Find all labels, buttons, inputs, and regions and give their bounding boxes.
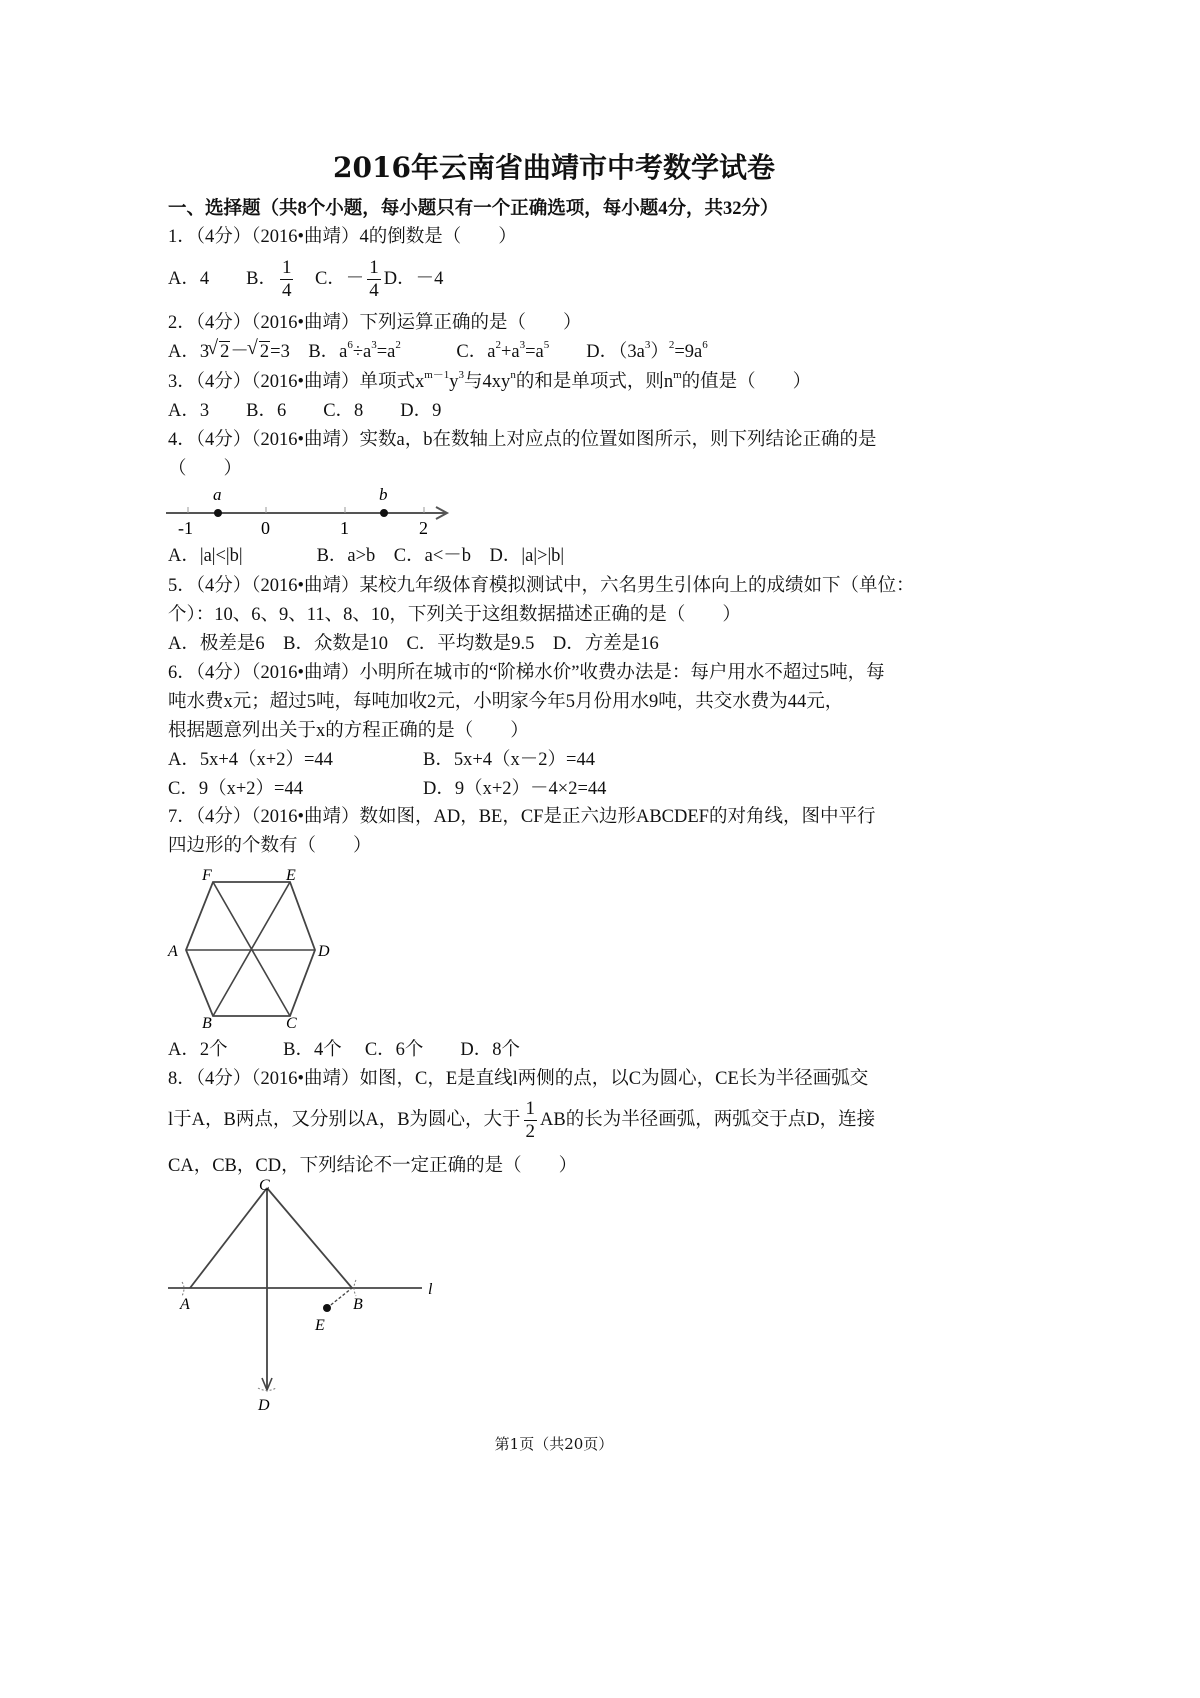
vertex-b: B: [202, 1015, 212, 1028]
numerator: 1: [281, 257, 292, 279]
superscript: 6: [347, 339, 353, 351]
text-segment: D．9（x+2）－4×2=44: [423, 779, 607, 799]
question-4-stem: [168, 427, 876, 453]
vertex-a: A: [168, 943, 178, 960]
fraction: [524, 1098, 538, 1143]
text-segment: 1．（4分）（2016•曲靖）4的倒数是（ ）: [168, 227, 517, 247]
page-title: 2016年云南省曲靖市中考数学试卷: [333, 151, 775, 184]
question-6-option-a: [168, 747, 333, 773]
question-5-stem: [168, 573, 914, 599]
page-footer: 第1页（共20页）: [494, 1435, 614, 1453]
numerator: 1: [525, 1098, 536, 1120]
construction-figure: [160, 1178, 450, 1418]
question-5-stem-cont: [168, 602, 741, 628]
tick-label: 0: [261, 518, 270, 538]
vertex-c: C: [286, 1015, 297, 1028]
segment-cb: [267, 1188, 352, 1288]
superscript: n: [510, 369, 516, 381]
text-segment: 一、选择题（共8个小题，每小题只有一个正确选项，每小题4分，共32分）: [168, 199, 779, 219]
question-4-stem-cont: [168, 456, 242, 482]
text-segment: =3 B．a: [270, 342, 348, 362]
text-segment: +a: [500, 342, 520, 362]
label-c: C: [259, 1178, 270, 1194]
text-segment: A．4 B．: [168, 269, 277, 289]
label-e: E: [315, 1317, 325, 1334]
text-segment: D．（3a: [549, 342, 645, 362]
text-segment: 4．（4分）（2016•曲靖）实数a，b在数轴上对应点的位置如图所示，则下列结论正确的是: [168, 430, 877, 450]
point-e: [323, 1304, 331, 1312]
question-2-stem: [168, 310, 581, 336]
text-segment: 的和是单项式，则n: [515, 372, 674, 392]
question-1-options: [168, 255, 443, 303]
text-segment: A．5x+4（x+2）=44: [168, 750, 333, 770]
label-a: a: [213, 485, 222, 504]
text-segment: C．9（x+2）=44: [168, 779, 303, 799]
question-6-option-d: [423, 776, 606, 802]
question-6-stem-cont: [168, 689, 843, 715]
tick-label: 2: [419, 518, 428, 538]
superscript: 3: [458, 369, 465, 381]
tick-label: 1: [340, 518, 349, 538]
question-3-options: [168, 398, 441, 424]
question-6-stem: [168, 660, 885, 686]
superscript: 2: [395, 339, 401, 351]
question-1-stem: [168, 224, 517, 250]
section-heading: [168, 196, 779, 222]
text-segment: l于A，B两点，又分别以A，B为圆心，大于: [168, 1110, 521, 1130]
text-segment: 7．（4分）（2016•曲靖）数如图，AD，BE，CF是正六边形ABCDEF的对角线，图中平行: [168, 807, 876, 827]
superscript: 3: [519, 339, 526, 351]
fraction: [367, 257, 381, 302]
text-segment: D．－4: [383, 269, 444, 289]
tick-label: -1: [178, 518, 193, 538]
label-d: D: [258, 1397, 270, 1414]
text-segment: CA，CB，CD，下列结论不一定正确的是（ ）: [168, 1156, 578, 1176]
text-segment: C．－: [296, 269, 365, 289]
square-root: √ 2: [219, 341, 230, 362]
text-segment: 3．（4分）（2016•曲靖）单项式x: [168, 372, 425, 392]
text-segment: 6．（4分）（2016•曲靖）小明所在城市的“阶梯水价”收费办法是：每户用水不超过5吨，每: [168, 663, 885, 683]
question-7-stem-cont: [168, 833, 372, 859]
denominator: 4: [369, 280, 379, 302]
number-line-figure: [160, 482, 460, 542]
superscript: 3: [371, 339, 377, 351]
question-4-options: [168, 543, 564, 569]
text-segment: 吨水费x元；超过5吨，每吨加收2元，小明家今年5月份用水9吨，共交水费为44元，: [168, 692, 844, 712]
hexagon-figure: [160, 868, 340, 1028]
text-segment: =9a: [674, 342, 703, 362]
text-segment: A．3: [168, 342, 210, 362]
question-8-stem: [168, 1066, 868, 1092]
question-6-option-c: [168, 776, 303, 802]
point-b: [380, 509, 388, 517]
text-segment: 与4xy: [464, 372, 511, 392]
text-segment: B．5x+4（x－2）=44: [423, 750, 595, 770]
segment-ca: [190, 1188, 267, 1288]
superscript: 3: [644, 339, 651, 351]
question-6-option-b: [423, 747, 595, 773]
text-segment: C．a: [400, 342, 496, 362]
superscript: m－1: [424, 369, 450, 381]
text-segment: A．2个 B．4个 C．6个 D．8个: [168, 1040, 521, 1060]
hexagon: [186, 882, 315, 1016]
superscript: m: [673, 369, 682, 381]
denominator: 4: [281, 280, 292, 302]
text-segment: 个）：10、6、9、11、8、10，下列关于这组数据描述正确的是（ ）: [168, 605, 741, 625]
label-b: b: [379, 485, 388, 504]
construction-arcs: [182, 1280, 356, 1391]
text-segment: 5．（4分）（2016•曲靖）某校九年级体育模拟测试中，六名男生引体向上的成绩如下（单位：: [168, 576, 915, 596]
denominator: 2: [525, 1121, 536, 1143]
label-l: l: [428, 1281, 433, 1298]
text-segment: ）: [650, 342, 669, 362]
square-root: √ 2: [259, 341, 270, 362]
vertex-d: D: [318, 943, 330, 960]
question-5-options: [168, 631, 659, 657]
label-a: A: [180, 1296, 190, 1313]
text-segment: A．|a|<|b| B．a>b C．a<－b D．|a|>|b|: [168, 546, 565, 566]
question-6-stem-cont: [168, 718, 529, 744]
text-segment: =a: [525, 342, 544, 362]
superscript: 5: [543, 339, 550, 351]
text-segment: ÷a: [352, 342, 372, 362]
text-segment: A．极差是6 B．众数是10 C．平均数是9.5 D．方差是16: [168, 634, 659, 654]
text-segment: =a: [376, 342, 396, 362]
numerator: 1: [369, 257, 379, 279]
question-8-stem-cont: [168, 1153, 577, 1179]
text-segment: 四边形的个数有（ ）: [168, 836, 372, 856]
text-segment: 根据题意列出关于x的方程正确的是（ ）: [168, 721, 529, 741]
segment-eb: [327, 1288, 352, 1308]
text-segment: －: [230, 342, 249, 362]
point-a: [214, 509, 222, 517]
question-2-options: [168, 339, 708, 365]
question-8-stem-cont: [168, 1096, 875, 1144]
superscript: 2: [668, 339, 675, 351]
superscript: 2: [495, 339, 501, 351]
text-segment: 2．（4分）（2016•曲靖）下列运算正确的是（ ）: [168, 313, 582, 333]
text-segment: （ ）: [168, 459, 243, 479]
superscript: 6: [702, 339, 708, 351]
text-segment: AB的长为半径画弧，两弧交于点D，连接: [540, 1110, 876, 1130]
text-segment: A．3 B．6 C．8 D．9: [168, 401, 442, 421]
text-segment: 的值是（ ）: [681, 372, 812, 392]
question-3-stem: [168, 369, 811, 395]
question-7-stem: [168, 804, 875, 830]
vertex-f: F: [202, 868, 212, 884]
vertex-e: E: [286, 868, 296, 884]
question-7-options: [168, 1037, 520, 1063]
text-segment: 8．（4分）（2016•曲靖）如图，C，E是直线l两侧的点，以C为圆心，CE长为半径画弧交: [168, 1069, 869, 1089]
text-segment: y: [449, 372, 459, 392]
fraction: [280, 257, 294, 302]
label-b: B: [353, 1296, 363, 1313]
